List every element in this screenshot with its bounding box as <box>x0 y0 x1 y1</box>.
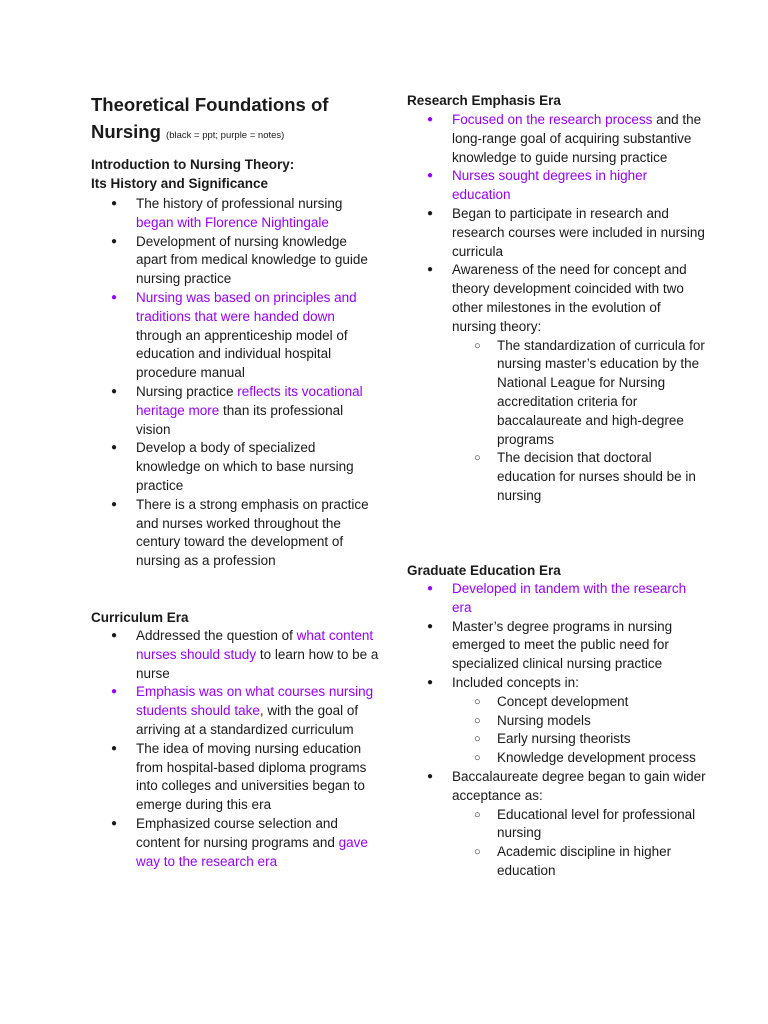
list-item: ● Focused on the research process and the long-range goal of acquiring substantive knowledge to guide nursing practice <box>407 111 707 167</box>
list-item: ● Emphasized course selection and content for nursing programs and gave way to the research era <box>91 815 381 871</box>
research-bullet-list <box>407 111 707 506</box>
list-item: ● There is a strong emphasis on practice and nurses worked throughout the century toward the development of nursing as a profession <box>91 496 381 571</box>
graduate-acceptance-sub-list <box>452 806 707 881</box>
graduate-heading: Graduate Education Era <box>407 563 561 578</box>
list-item: ○ Knowledge development process <box>452 749 707 768</box>
list-item: ● Emphasis was on what courses nursing students should take, with the goal of arriving at a standardized curriculum <box>91 683 381 739</box>
graduate-bullet-list <box>407 580 707 881</box>
list-item: ○ The decision that doctoral education for nurses should be in nursing <box>452 449 707 505</box>
list-item: ● Began to participate in research and research courses were included in nursing curricula <box>407 205 707 261</box>
list-item: ○ The standardization of curricula for nursing master’s education by the National League for Nursing accreditation criteria for baccalaureate and high-degree programs <box>452 337 707 450</box>
list-item: ● Awareness of the need for concept and theory development coincided with two other milestones in the evolution of nursing theory: ○ The standardization of curricula for nursing master’s education by the National League for Nursing accreditation criteria for baccalaureate and high-degree programs ○ The decision that doctoral education for nurses should be in nursing <box>407 261 707 505</box>
graduate-concepts-sub-list <box>452 693 707 768</box>
list-item: ● Addressed the question of what content nurses should study to learn how to be a nurse <box>91 627 381 683</box>
list-item: ● Development of nursing knowledge apart from medical knowledge to guide nursing practice <box>91 233 381 289</box>
intro-bullet-list <box>91 195 381 571</box>
title-legend-note: (black = ppt; purple = notes) <box>166 130 285 141</box>
intro-heading-line1: Introduction to Nursing Theory: <box>91 157 295 172</box>
list-item: ● Baccalaureate degree began to gain wider acceptance as: ○ Educational level for professional nursing ○ Academic discipline in higher education <box>407 768 707 881</box>
research-heading: Research Emphasis Era <box>407 93 561 108</box>
list-item: ○ Concept development <box>452 693 707 712</box>
list-item: ● Nursing was based on principles and traditions that were handed down through an apprenticeship model of education and individual hospital procedure manual <box>91 289 381 383</box>
list-item: ○ Educational level for professional nursing <box>452 806 707 844</box>
list-item: ● Master’s degree programs in nursing emerged to meet the public need for specialized clinical nursing practice <box>407 618 707 674</box>
list-item: ● The idea of moving nursing education from hospital-based diploma programs into colleges and universities began to emerge during this era <box>91 740 381 815</box>
curriculum-heading: Curriculum Era <box>91 610 189 625</box>
curriculum-bullet-list <box>91 627 381 871</box>
list-item: ● Developed in tandem with the research era <box>407 580 707 618</box>
research-sub-list <box>452 337 707 506</box>
list-item: ○ Academic discipline in higher education <box>452 843 707 881</box>
list-item: ○ Nursing models <box>452 712 707 731</box>
list-item: ○ Early nursing theorists <box>452 730 707 749</box>
list-item: ● Included concepts in: ○ Concept development ○ Nursing models ○ Early nursing theorists ○ Knowledge development process <box>407 674 707 768</box>
title-main: Theoretical Foundations of Nursing <box>91 94 329 142</box>
list-item: ● The history of professional nursing began with Florence Nightingale <box>91 195 381 233</box>
intro-heading <box>91 156 381 193</box>
list-item: ● Nurses sought degrees in higher education <box>407 167 707 205</box>
list-item: ● Develop a body of specialized knowledge on which to base nursing practice <box>91 439 381 495</box>
intro-heading-line2: Its History and Significance <box>91 175 269 191</box>
document-title <box>91 91 381 149</box>
list-item: ● Nursing practice reflects its vocational heritage more than its professional vision <box>91 383 381 439</box>
